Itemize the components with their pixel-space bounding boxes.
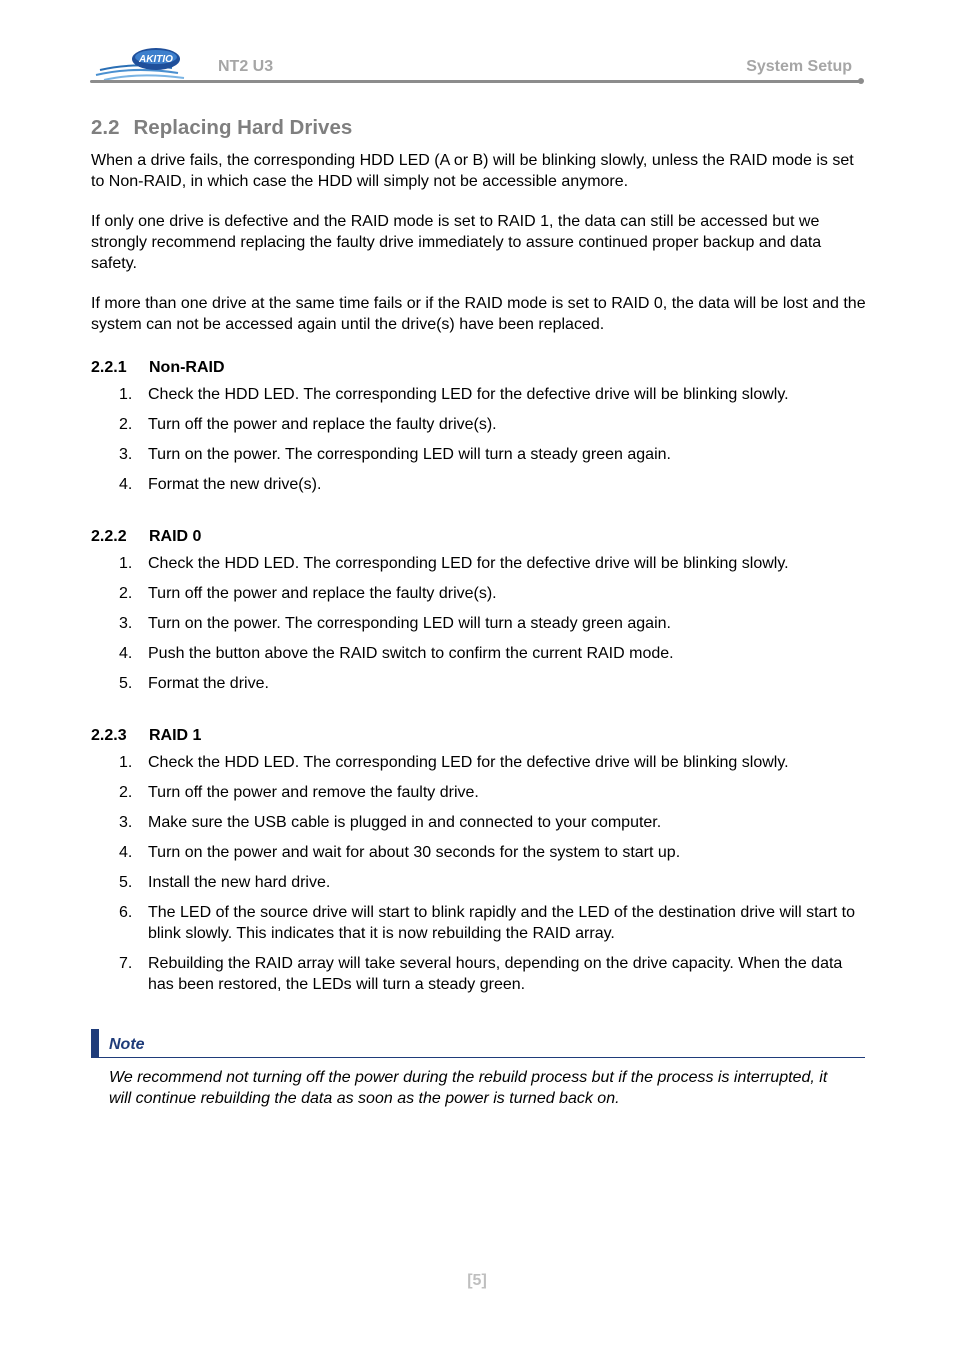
note-accent-bar xyxy=(91,1029,99,1058)
subsection-heading-raid0 xyxy=(91,527,866,547)
list-item: 2. Turn off the power and remove the faulty drive. xyxy=(119,784,479,801)
intro-paragraph: If more than one drive at the same time fails or if the RAID mode is set to RAID 0, the data will be lost and the system can not be accessed again until the drive(s) have been replaced. xyxy=(91,295,866,333)
list-item: 5. Install the new hard drive. xyxy=(119,874,331,891)
subsection-heading-non-raid xyxy=(91,358,866,378)
section-heading xyxy=(91,114,866,142)
page-number: [5] xyxy=(467,1272,487,1289)
list-item: 4. Format the new drive(s). xyxy=(119,476,322,493)
subsection-title: RAID 0 xyxy=(149,528,202,545)
logo-text: AKITIO xyxy=(139,54,173,65)
subsection-title: RAID 1 xyxy=(149,727,202,744)
list-item: 1. Check the HDD LED. The corresponding LED for the defective drive will be blinking slowly. xyxy=(119,386,789,403)
list-item: 4. Push the button above the RAID switch to confirm the current RAID mode. xyxy=(119,645,674,662)
subsection-heading-raid1 xyxy=(91,726,866,746)
intro-paragraph: When a drive fails, the corresponding HDD LED (A or B) will be blinking slowly, unless the RAID mode is set to Non-RAID, in which case the HDD will simply not be accessible anymore. xyxy=(91,152,854,190)
list-item: 3. Make sure the USB cable is plugged in and connected to your computer. xyxy=(119,814,662,831)
header-divider xyxy=(90,80,862,83)
subsection-title: Non-RAID xyxy=(149,359,225,376)
note-title: Note xyxy=(109,1036,145,1053)
list-item: 3. Turn on the power. The corresponding LED will turn a steady green again. xyxy=(119,615,671,632)
page-header xyxy=(90,44,864,86)
list-item: 6. The LED of the source drive will start to blink rapidly and the LED of the destination drive will start to blink slowly. This indicates that it is now rebuilding the RAID array. xyxy=(119,904,856,942)
main-content xyxy=(91,114,866,1004)
list-item: 2. Turn off the power and replace the faulty drive(s). xyxy=(119,416,497,433)
akitio-logo-icon xyxy=(94,44,214,84)
note-divider xyxy=(91,1057,865,1058)
steps-list-raid0 xyxy=(91,553,866,694)
header-divider-end xyxy=(858,78,864,84)
subsection-number: 2.2.1 xyxy=(91,359,127,376)
section-number: 2.2 xyxy=(91,116,120,139)
list-item: 5. Format the drive. xyxy=(119,675,269,692)
list-item: 3. Turn on the power. The corresponding LED will turn a steady green again. xyxy=(119,446,671,463)
list-item: 1. Check the HDD LED. The corresponding LED for the defective drive will be blinking slowly. xyxy=(119,555,789,572)
note-text: We recommend not turning off the power during the rebuild process but if the process is interrupted, it will continue rebuilding the data as soon as the power is turned back on. xyxy=(109,1069,828,1107)
subsection-number: 2.2.2 xyxy=(91,528,127,545)
header-section-name: System Setup xyxy=(746,58,852,75)
subsection-number: 2.2.3 xyxy=(91,727,127,744)
list-item: 7. Rebuilding the RAID array will take several hours, depending on the drive capacity. When the data has been restored, the LEDs will turn a steady green. xyxy=(119,955,843,993)
steps-list-non-raid xyxy=(91,384,866,495)
intro-paragraph: If only one drive is defective and the RAID mode is set to RAID 1, the data can still be accessed but we strongly recommend replacing the faulty drive immediately to assure continued proper backup and data safety. xyxy=(91,213,822,272)
list-item: 4. Turn on the power and wait for about 30 seconds for the system to start up. xyxy=(119,844,681,861)
section-title: Replacing Hard Drives xyxy=(133,116,353,139)
steps-list-raid1 xyxy=(91,752,866,995)
list-item: 1. Check the HDD LED. The corresponding LED for the defective drive will be blinking slowly. xyxy=(119,754,789,771)
list-item: 2. Turn off the power and replace the faulty drive(s). xyxy=(119,585,497,602)
header-product-name: NT2 U3 xyxy=(218,58,274,75)
